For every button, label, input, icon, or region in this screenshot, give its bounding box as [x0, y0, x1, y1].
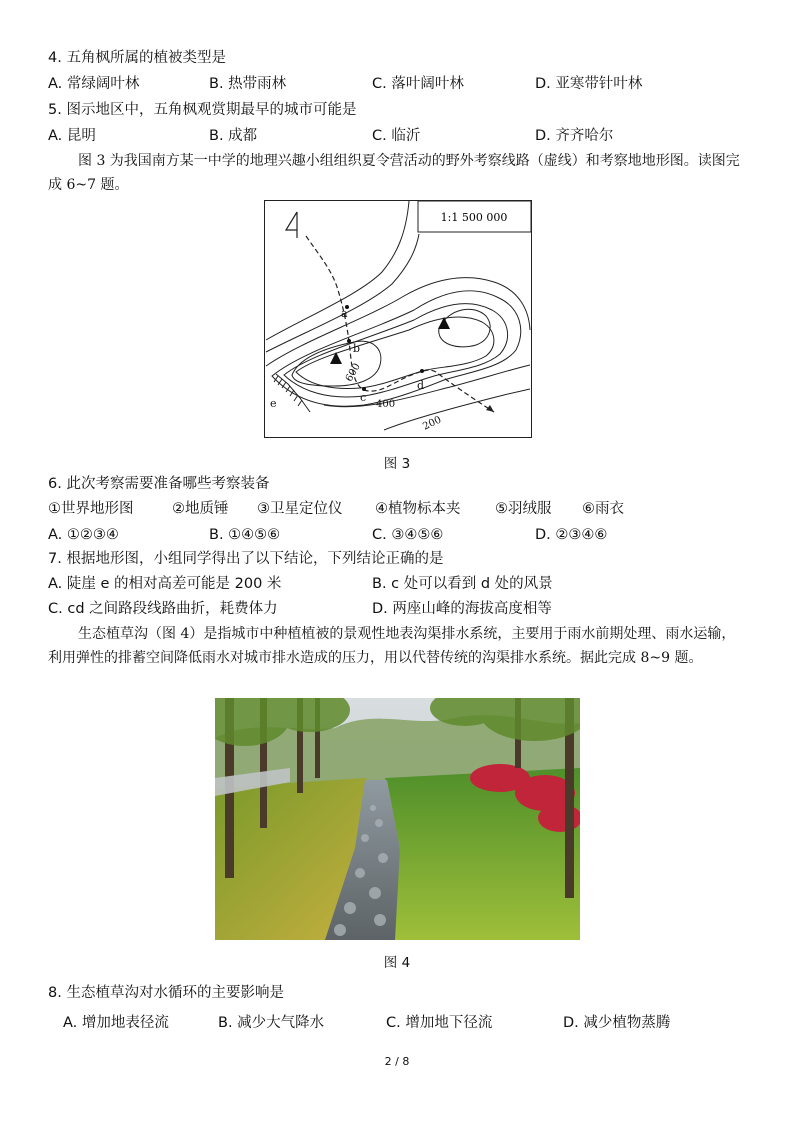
q4-option-c: C. 落叶阔叶林: [372, 76, 464, 92]
intro-6-7: 图 3 为我国南方某一中学的地理兴趣小组组织夏令营活动的野外考察线路（虚线）和考察地地形图。读图完成 6~7 题。: [48, 153, 740, 193]
q8-option-a: A. 增加地表径流: [63, 1015, 169, 1031]
q7-option-b: B. c 处可以看到 d 处的风景: [372, 576, 553, 592]
q7-options-row2: [48, 599, 748, 619]
q7-stem: 7. 根据地形图，小组同学得出了以下结论，下列结论正确的是: [48, 551, 444, 567]
q8-option-d: D. 减少植物蒸腾: [563, 1015, 671, 1031]
q7-option-a: A. 陡崖 e 的相对高差可能是 200 米: [48, 576, 282, 592]
q7-option-d: D. 两座山峰的海拔高度相等: [372, 601, 552, 617]
q8-options: [63, 1013, 763, 1033]
q7-option-c: C. cd 之间路段线路曲折，耗费体力: [48, 601, 278, 617]
q6-option-c: C. ③④⑤⑥: [372, 527, 444, 543]
label-c: c: [360, 391, 367, 404]
q8-option-b: B. 减少大气降水: [218, 1015, 325, 1031]
q4-option-a: A. 常绿阔叶林: [48, 76, 140, 92]
q5-option-c: C. 临沂: [372, 128, 421, 144]
label-a: a: [341, 307, 348, 320]
q6-items: [48, 499, 748, 519]
label-b: b: [353, 342, 361, 355]
q6-stem: 6. 此次考察需要准备哪些考察装备: [48, 476, 270, 492]
q6-options: [48, 525, 748, 545]
q5-option-d: D. 齐齐哈尔: [535, 128, 614, 144]
label-d: d: [417, 379, 425, 392]
q8-option-c: C. 增加地下径流: [386, 1015, 493, 1031]
page-number: 2 / 8: [384, 1055, 410, 1068]
figure-3-topographic-map: [264, 200, 532, 438]
q7-options-row1: [48, 574, 748, 594]
q6-item-5: ⑤羽绒服: [495, 501, 552, 517]
figure-4-bioswale-photo: [215, 698, 580, 940]
q6-option-d: D. ②③④⑥: [535, 527, 608, 543]
point-d: [420, 369, 424, 373]
q6-option-a: A. ①②③④: [48, 527, 119, 543]
contour-label-600: 600: [343, 361, 363, 384]
scale-text: 1:1 500 000: [440, 211, 508, 224]
q6-item-6: ⑥雨衣: [582, 501, 624, 517]
figure-4-caption: 图 4: [383, 955, 411, 971]
q6-option-b: B. ①④⑤⑥: [209, 527, 281, 543]
q5-stem: 5. 图示地区中，五角枫观赏期最早的城市可能是: [48, 102, 357, 118]
q5-option-b: B. 成都: [209, 128, 258, 144]
q6-item-4: ④植物标本夹: [375, 501, 461, 517]
point-b: [347, 339, 351, 343]
q4-options: [48, 74, 748, 94]
q4-stem: 4. 五角枫所属的植被类型是: [48, 50, 226, 66]
q8-stem: 8. 生态植草沟对水循环的主要影响是: [48, 985, 284, 1001]
q5-option-a: A. 昆明: [48, 128, 96, 144]
figure-3-caption: 图 3: [383, 456, 411, 472]
q6-item-3: ③卫星定位仪: [257, 501, 343, 517]
q5-options: [48, 126, 748, 146]
q6-item-1: ①世界地形图: [48, 501, 134, 517]
q6-item-2: ②地质锤: [172, 501, 229, 517]
q4-option-b: B. 热带雨林: [209, 76, 287, 92]
label-e: e: [270, 397, 277, 410]
q4-option-d: D. 亚寒带针叶林: [535, 76, 643, 92]
contour-label-200: 200: [421, 414, 444, 433]
contour-label-400: 400: [376, 399, 396, 410]
intro-8-9: 生态植草沟（图 4）是指城市中种植植被的景观性地表沟渠排水系统，主要用于雨水前期处理、雨水运输，利用弹性的排蓄空间降低雨水对城市排水造成的压力，用以代替传统的沟渠排水系统。据此完成 8~9 题。: [48, 626, 736, 666]
